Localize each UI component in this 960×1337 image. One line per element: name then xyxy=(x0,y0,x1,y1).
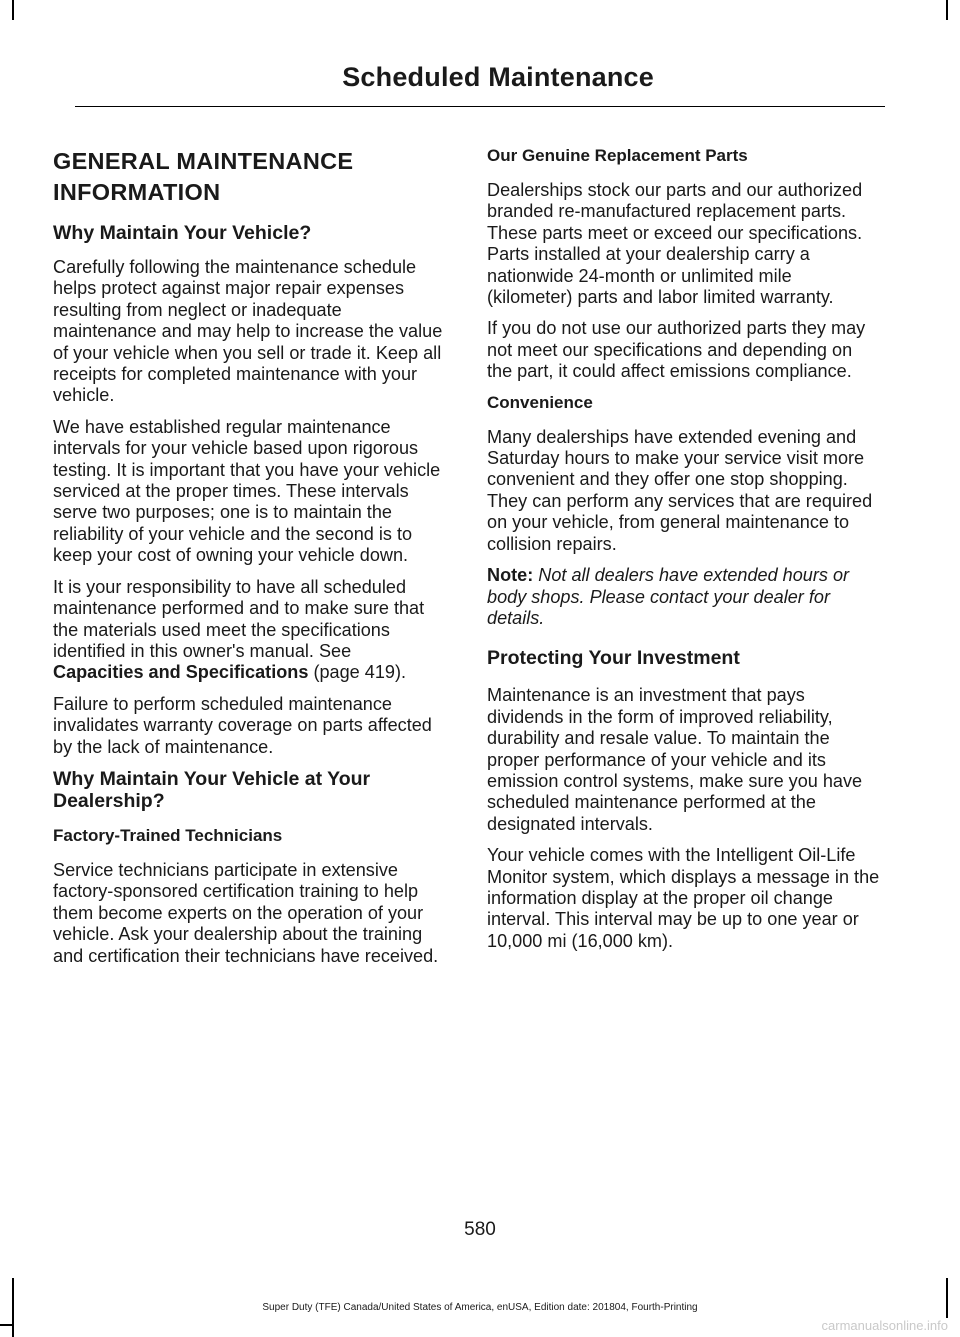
watermark: carmanualsonline.info xyxy=(821,1318,948,1333)
heading-factory-trained: Factory-Trained Technicians xyxy=(53,825,283,845)
heading-protecting-investment: Protecting Your Investment xyxy=(487,647,740,670)
paragraph-text: It is your responsibility to have all scheduled maintenance performed and to make sure that the materials used meet the specifications identified in this owner's manual. See xyxy=(53,576,425,661)
crop-mark-top-right-v xyxy=(946,0,948,20)
crop-mark-top-left-v xyxy=(12,0,14,20)
page-number: 580 xyxy=(464,1219,496,1240)
cross-reference-link[interactable]: Capacities and Specifications xyxy=(53,662,309,683)
crop-mark-bottom-left-h xyxy=(0,1324,12,1326)
paragraph: We have established regular maintenance intervals for your vehicle based upon rigorous testing. It is important that you have your vehicle serviced at the proper times. These intervals serve two purposes; one is to maintain the reliability of your vehicle and the second is to keep your cost of owning your vehicle down. xyxy=(53,416,441,566)
paragraph: If you do not use our authorized parts they may not meet our specifications and depending on the part, it could affect emissions compliance. xyxy=(487,318,866,382)
paragraph: Many dealerships have extended evening and Saturday hours to make your service visit more convenient and they offer one stop shopping. They can perform any services that are required on your vehicle, from general maintenance to collision repairs. xyxy=(487,426,873,554)
section-title: GENERAL MAINTENANCE INFORMATION xyxy=(53,148,354,205)
paragraph: Maintenance is an investment that pays dividends in the form of improved reliability, durability and resale value. To maintain the proper performance of your vehicle and its emission control systems, make sure you have scheduled maintenance performed at the designated intervals. xyxy=(487,685,863,834)
paragraph: Dealerships stock our parts and our authorized branded re-manufactured replacement parts. These parts meet or exceed our specifications. Parts installed at your dealership carry a nationwide 24-month or unlimited mile (kilometer) parts and labor limited warranty. xyxy=(487,180,863,308)
header-rule xyxy=(75,106,885,107)
page-reference: (page 419). xyxy=(308,662,406,683)
page-header-title: Scheduled Maintenance xyxy=(342,62,654,92)
right-column xyxy=(487,146,880,962)
heading-why-dealership: Why Maintain Your Vehicle at Your Dealership? xyxy=(53,767,371,812)
paragraph: Service technicians participate in extensive factory-sponsored certification training to help them become experts on the operation of your vehicle. Ask your dealership about the training and certification their technicians have received. xyxy=(53,859,439,966)
note-label: Note: xyxy=(487,565,534,586)
paragraph xyxy=(53,577,446,684)
note xyxy=(487,565,880,629)
heading-genuine-parts: Our Genuine Replacement Parts xyxy=(487,146,748,165)
paragraph: Failure to perform scheduled maintenance invalidates warranty coverage on parts affected by the lack of maintenance. xyxy=(53,693,432,757)
paragraph: Your vehicle comes with the Intelligent Oil-Life Monitor system, which displays a message in the information display at the proper oil change interval. This interval may be up to one year or 10,000 mi (16,000 km). xyxy=(487,845,880,951)
note-text: Not all dealers have extended hours or body shops. Please contact your dealer for details. xyxy=(487,565,850,628)
left-column xyxy=(53,146,446,977)
heading-why-maintain: Why Maintain Your Vehicle? xyxy=(53,222,312,244)
paragraph: Carefully following the maintenance schedule helps protect against major repair expenses resulting from neglect or inadequate maintenance and may help to increase the value of your vehicle when you sell or trade it. Keep all receipts for completed maintenance with your vehicle. xyxy=(53,257,443,406)
footer-edition-text: Super Duty (TFE) Canada/United States of America, enUSA, Edition date: 201804, Fourth-Printing xyxy=(262,1302,698,1313)
heading-convenience: Convenience xyxy=(487,392,593,412)
